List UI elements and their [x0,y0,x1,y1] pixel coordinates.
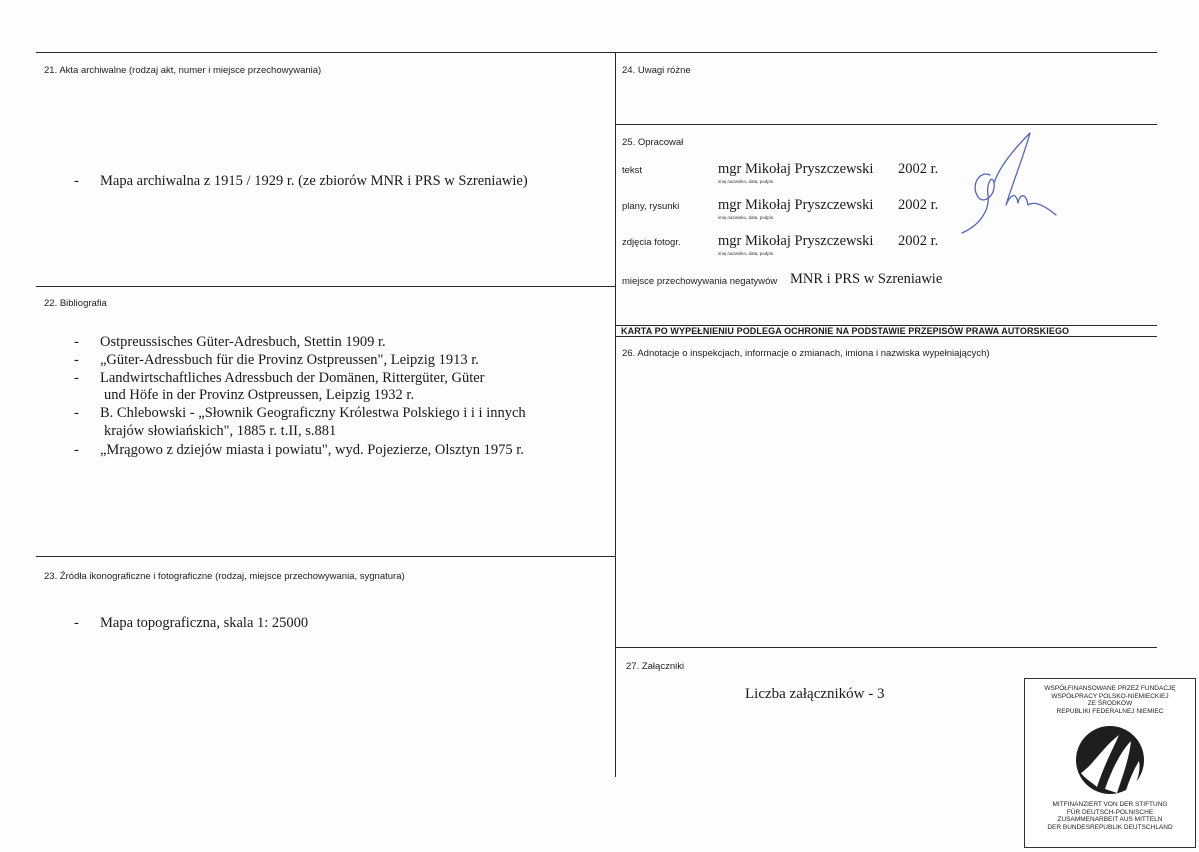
author-row-text-name: mgr Mikołaj Pryszczewski [718,161,874,177]
bibliography-entry-4 [74,405,526,422]
entry-text: Mapa topograficzna, skala 1: 25000 [100,615,309,631]
entry-dash: - [74,615,79,631]
entry-dash: - [74,442,79,458]
section-27-label: 27. Załączniki [626,661,685,672]
entry-dash: - [74,405,79,421]
rule-note-26 [615,336,1157,337]
negatives-label: miejsce przechowywania negatywów [622,276,778,287]
author-row-photos-caption: imię,nazwisko, data, podpis [718,251,774,256]
attachments-count: Liczba załączników - 3 [745,686,885,702]
funding-line: REPUBLIKI FEDERALNEJ NIEMIEC [1056,707,1164,715]
top-rule [36,52,1157,53]
section-23-entry [74,615,309,632]
author-row-text-label: tekst [622,165,643,176]
section-22-label: 22. Bibliografia [44,298,107,309]
entry-text: Ostpreussisches Güter-Adresbuch, Stettin 1909 r. [100,334,386,350]
entry-dash: - [74,352,79,368]
rule-24-25 [615,124,1157,125]
entry-dash: - [74,334,79,350]
entry-text: Landwirtschaftliches Adressbuch der Domänen, Rittergüter, Güter [100,370,485,386]
section-26-label: 26. Adnotacje o inspekcjach, informacje o zmianach, imiona i nazwiska wypełniających) [622,348,990,359]
negatives-value: MNR i PRS w Szreniawie [790,271,943,287]
entry-dash: - [74,370,79,386]
entry-text: Mapa archiwalna z 1915 / 1929 r. (ze zbiorów MNR i PRS w Szreniawie) [100,173,528,189]
entry-text: „Mrągowo z dziejów miasta i powiatu", wyd. Pojezierze, Olsztyn 1975 r. [100,442,524,458]
author-row-drawings-label: plany, rysunki [622,201,680,212]
author-row-text-year: 2002 r. [898,161,939,177]
funding-line: DER BUNDESREPUBLIK DEUTSCHLAND [1047,823,1173,831]
signature-icon [950,125,1065,240]
funding-line: ZE ŚRODKÓW [1087,700,1133,708]
author-row-drawings-name: mgr Mikołaj Pryszczewski [718,197,874,213]
bibliography-entry-3 [74,370,485,387]
rule-22-23 [36,556,615,557]
rule-21-22 [36,286,615,287]
section-24-label: 24. Uwagi różne [622,65,691,76]
author-row-text-caption: imię,nazwisko, data, podpis [718,179,774,184]
funding-line: WSPÓŁPRACY POLSKO-NIEMIECKIEJ [1051,692,1169,700]
author-row-photos-label: zdjęcia fotogr. [622,237,681,248]
copyright-note: KARTA PO WYPEŁNIENIU PODLEGA OCHRONIE NA PODSTAWIE PRZEPISÓW PRAWA AUTORSKIEGO [621,326,1070,336]
section-21-entry [74,173,528,190]
bibliography-entry-1 [74,334,386,351]
funding-box [1024,678,1196,848]
section-23-label: 23. Źródła ikonograficzne i fotograficzne (rodzaj, miejsce przechowywania, sygnatura) [44,571,405,582]
funding-line: MITFINANZIERT VON DER STIFTUNG [1052,801,1168,808]
funding-line: FÜR DEUTSCH-POLNISCHE [1066,808,1154,816]
funding-text-polish [1025,685,1195,715]
entry-text: „Güter-Adressbuch für die Provinz Ostpreussen", Leipzig 1913 r. [100,352,479,368]
column-divider [615,52,616,777]
funding-text-german [1025,801,1195,831]
rule-26-27 [615,647,1157,648]
entry-text: B. Chlebowski - „Słownik Geograficzny Królestwa Polskiego i i i innych [100,405,526,421]
bibliography-entry-2 [74,352,479,369]
author-row-drawings-year: 2002 r. [898,197,939,213]
author-row-drawings-caption: imię,nazwisko, data, podpis [718,215,774,220]
bibliography-entry-4-cont: krajów słowiańskich", 1885 r. t.II, s.881 [104,423,337,439]
foundation-logo-icon [1075,725,1145,795]
section-21-label: 21. Akta archiwalne (rodzaj akt, numer i miejsce przechowywania) [44,65,322,76]
bibliography-entry-5 [74,442,524,459]
funding-line: ZUSAMMENARBEIT AUS MITTELN [1057,816,1163,824]
author-row-photos-year: 2002 r. [898,233,939,249]
entry-dash: - [74,173,79,189]
author-row-photos-name: mgr Mikołaj Pryszczewski [718,233,874,249]
section-25-label: 25. Opracował [622,137,684,148]
bibliography-entry-3-cont: und Höfe in der Provinz Ostpreussen, Leipzig 1932 r. [104,387,415,403]
funding-line: WSPÓŁFINANSOWANE PRZEZ FUNDACJĘ [1044,685,1176,692]
